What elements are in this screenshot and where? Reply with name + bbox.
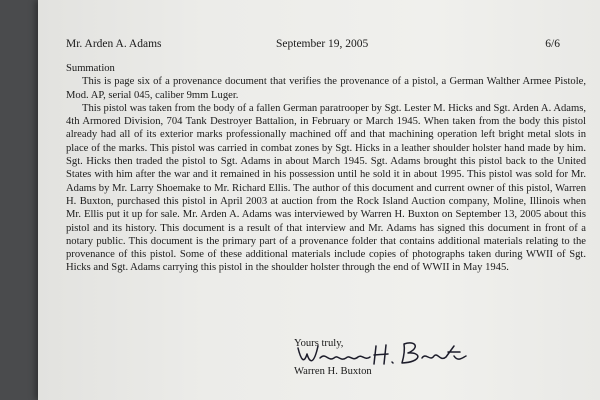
document-page [38, 0, 600, 400]
paragraph-history: This pistol was taken from the body of a fallen German paratrooper by Sgt. Lester M. Hicks and Sgt. Arden A. Adams, 4th Armored Division, 704 Tank Destroyer Battalion, in February or March 1945. When taken from the body this pistol already had all of its exterior marks professionally machined off and that machining operation left bright metal slots in place of the marks. This pistol was carried in combat zones by Sgt. Hicks in a leather shoulder holster hand made by him. Sgt. Hicks then traded the pistol to Sgt. Adams in about March 1945. Sgt. Adams brought this pistol back to the United States with him after the war and it remained in his possession until he sold it in about 1995. This pistol was sold for Mr. Adams by Mr. Larry Shoemake to Mr. Richard Ellis. The author of this document and current owner of this pistol, Warren H. Buxton, purchased this pistol in April 2003 at auction from the Rock Island Auction company, Moline, Illinois when Mr. Ellis put it up for sale. Mr. Arden A. Adams was interviewed by Warren H. Buxton on September 13, 2005 about this pistol and its history. This document is a result of that interview and Mr. Adams has signed this document in front of a notary public. This document is the primary part of a provenance folder that contains additional materials relating to the provenance of this pistol. Some of these additional materials include copies of photographs taken during WWII of Sgt. Hicks and Sgt. Adams carrying this pistol in the shoulder holster through the end of WWII in May 1945. [66, 102, 586, 274]
section-heading: Summation [66, 63, 115, 74]
closing-salutation: Yours truly, [294, 338, 344, 349]
page-number: 6/6 [545, 38, 560, 50]
letter-date: September 19, 2005 [276, 38, 369, 50]
recipient-name: Mr. Arden A. Adams [66, 38, 162, 50]
letter-header [66, 38, 560, 52]
signer-name: Warren H. Buxton [294, 366, 372, 377]
paragraph-intro: This is page six of a provenance document that verifies the provenance of a pistol, a German Walther Armee Pistole, Mod. AP, serial 045, caliber 9mm Luger. [66, 76, 586, 101]
letter-body [66, 62, 586, 275]
